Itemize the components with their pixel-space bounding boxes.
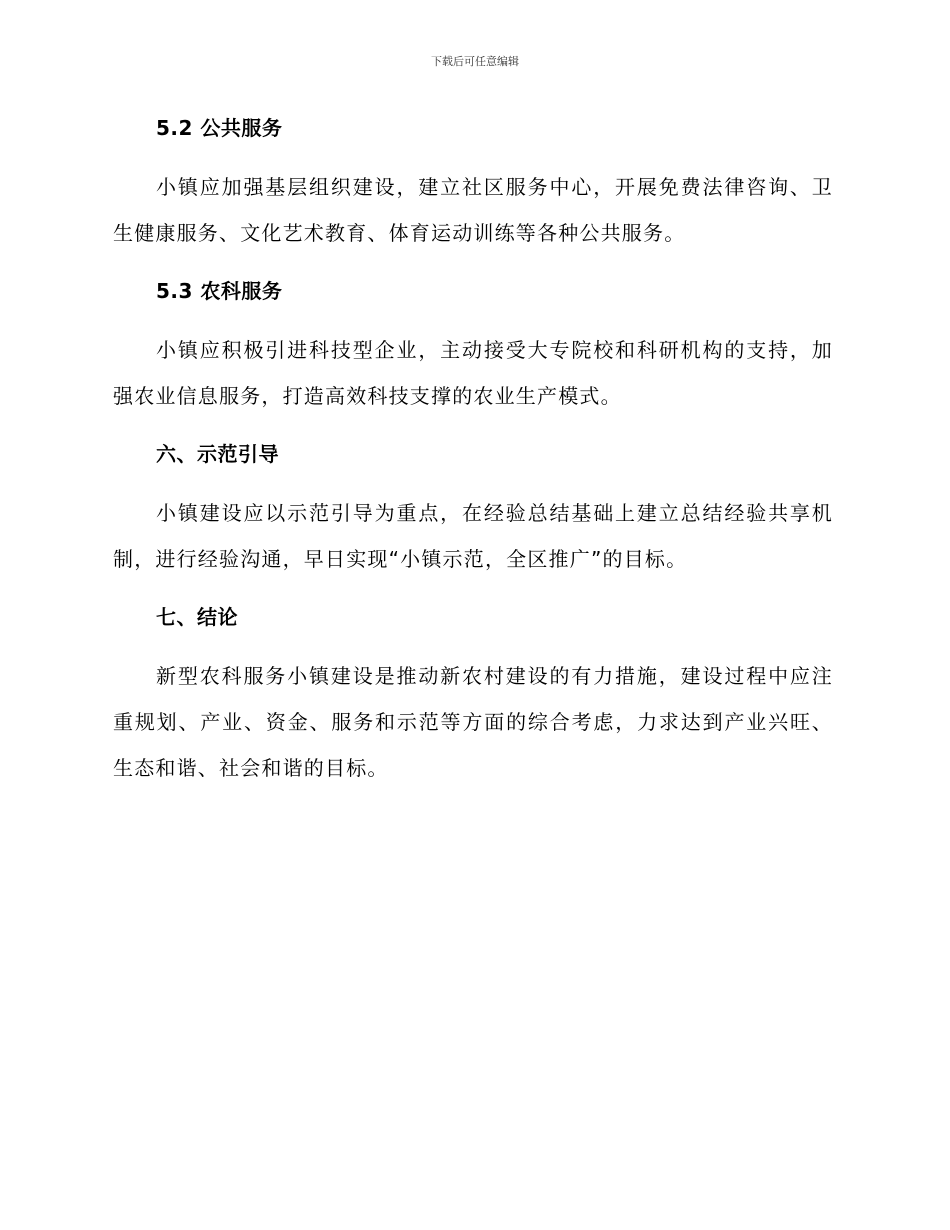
section-heading-public-services: 5.2 公共服务 — [156, 116, 283, 140]
section-heading-conclusion: 七、结论 — [156, 605, 238, 629]
section-paragraph-agri-services: 小镇应积极引进科技型企业，主动接受大专院校和科研机构的支持，加强农业信息服务，打造高效科技支撑的农业生产模式。 — [113, 338, 833, 408]
section-heading-agri-services: 5.3 农科服务 — [156, 279, 283, 303]
page-header-note: 下载后可任意编辑 — [431, 55, 519, 68]
section-paragraph-conclusion: 新型农科服务小镇建设是推动新农村建设的有力措施，建设过程中应注重规划、产业、资金、服务和示范等方面的综合考虑，力求达到产业兴旺、生态和谐、社会和谐的目标。 — [113, 664, 833, 780]
section-paragraph-demonstration: 小镇建设应以示范引导为重点，在经验总结基础上建立总结经验共享机制，进行经验沟通，早日实现“小镇示范，全区推广”的目标。 — [113, 501, 833, 571]
section-heading-demonstration: 六、示范引导 — [156, 442, 279, 466]
section-paragraph-public-services: 小镇应加强基层组织建设，建立社区服务中心，开展免费法律咨询、卫生健康服务、文化艺术教育、体育运动训练等各种公共服务。 — [113, 175, 833, 245]
document-body — [113, 106, 833, 791]
